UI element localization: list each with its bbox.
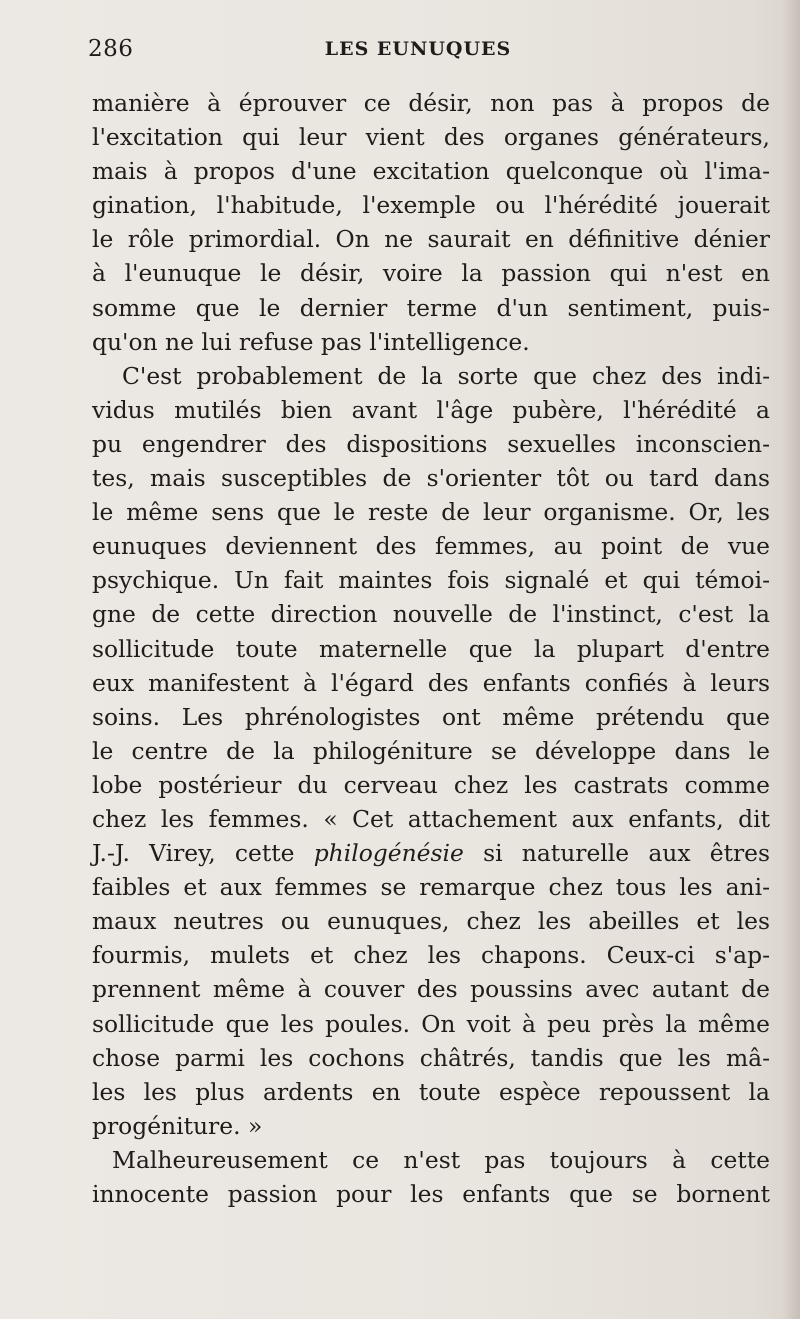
text-line: les les plus ardents en toute espèce repoussent la <box>92 1077 770 1106</box>
text-line: le rôle primordial. On ne saurait en définitive dénier <box>92 225 770 254</box>
text-line: eunuques deviennent des femmes, au point de vue <box>92 532 770 561</box>
text-line: prennent même à couver des poussins avec autant de <box>92 975 770 1004</box>
text-line: lobe postérieur du cerveau chez les castrats comme <box>92 770 770 799</box>
text-line-with-emphasis <box>92 836 770 870</box>
text-segment: J.-J. Virey, cette <box>92 839 314 868</box>
paragraph-start-line: Malheureusement ce n'est pas toujours à cette <box>112 1145 770 1174</box>
page-number: 286 <box>88 36 134 62</box>
text-line: sollicitude toute maternelle que la plupart d'entre <box>92 634 770 663</box>
text-line: eux manifestent à l'égard des enfants confiés à leurs <box>92 668 770 697</box>
text-line: chose parmi les cochons châtrés, tandis que les mâ- <box>92 1043 770 1072</box>
text-line: le centre de la philogéniture se développe dans le <box>92 736 770 765</box>
text-line: fourmis, mulets et chez les chapons. Ceux-ci s'ap- <box>92 941 770 970</box>
text-line: manière à éprouver ce désir, non pas à propos de <box>92 89 770 117</box>
page-header <box>88 36 748 70</box>
paragraph-start-line: C'est probablement de la sorte que chez des indi- <box>122 361 770 390</box>
paragraph-end-line: progéniture. » <box>92 1111 263 1140</box>
text-line: l'excitation qui leur vient des organes générateurs, <box>92 123 770 152</box>
text-line: maux neutres ou eunuques, chez les abeilles et les <box>92 907 770 936</box>
text-line: pu engendrer des dispositions sexuelles inconscien- <box>92 429 770 458</box>
text-line: gination, l'habitude, l'exemple ou l'hérédité jouerait <box>92 191 770 220</box>
text-line: mais à propos d'une excitation quelconque où l'ima- <box>92 157 770 186</box>
text-line: tes, mais susceptibles de s'orienter tôt ou tard dans <box>92 464 770 493</box>
body-text <box>92 86 770 1211</box>
running-title: LES EUNUQUES <box>324 38 512 60</box>
page-edge-shadow <box>782 0 800 1319</box>
text-line: soins. Les phrénologistes ont même prétendu que <box>92 702 770 731</box>
paragraph-end-line: qu'on ne lui refuse pas l'intelligence. <box>92 327 530 356</box>
text-segment: si naturelle aux êtres <box>463 839 771 868</box>
text-line: somme que le dernier terme d'un sentiment, puis- <box>92 293 770 322</box>
text-line: sollicitude que les poules. On voit à peu près la même <box>92 1009 770 1038</box>
text-line: chez les femmes. « Cet attachement aux enfants, dit <box>92 804 770 833</box>
text-line: psychique. Un fait maintes fois signalé et qui témoi- <box>92 566 770 595</box>
text-line: le même sens que le reste de leur organisme. Or, les <box>92 498 770 527</box>
text-line: faibles et aux femmes se remarque chez tous les ani- <box>92 873 770 902</box>
text-line: vidus mutilés bien avant l'âge pubère, l'hérédité a <box>92 395 770 424</box>
text-line: innocente passion pour les enfants que se bornent <box>92 1180 770 1208</box>
emphasized-term: philogénésie <box>313 839 464 868</box>
text-line: gne de cette direction nouvelle de l'instinct, c'est la <box>92 600 770 629</box>
text-line: à l'eunuque le désir, voire la passion qui n'est en <box>92 259 770 288</box>
